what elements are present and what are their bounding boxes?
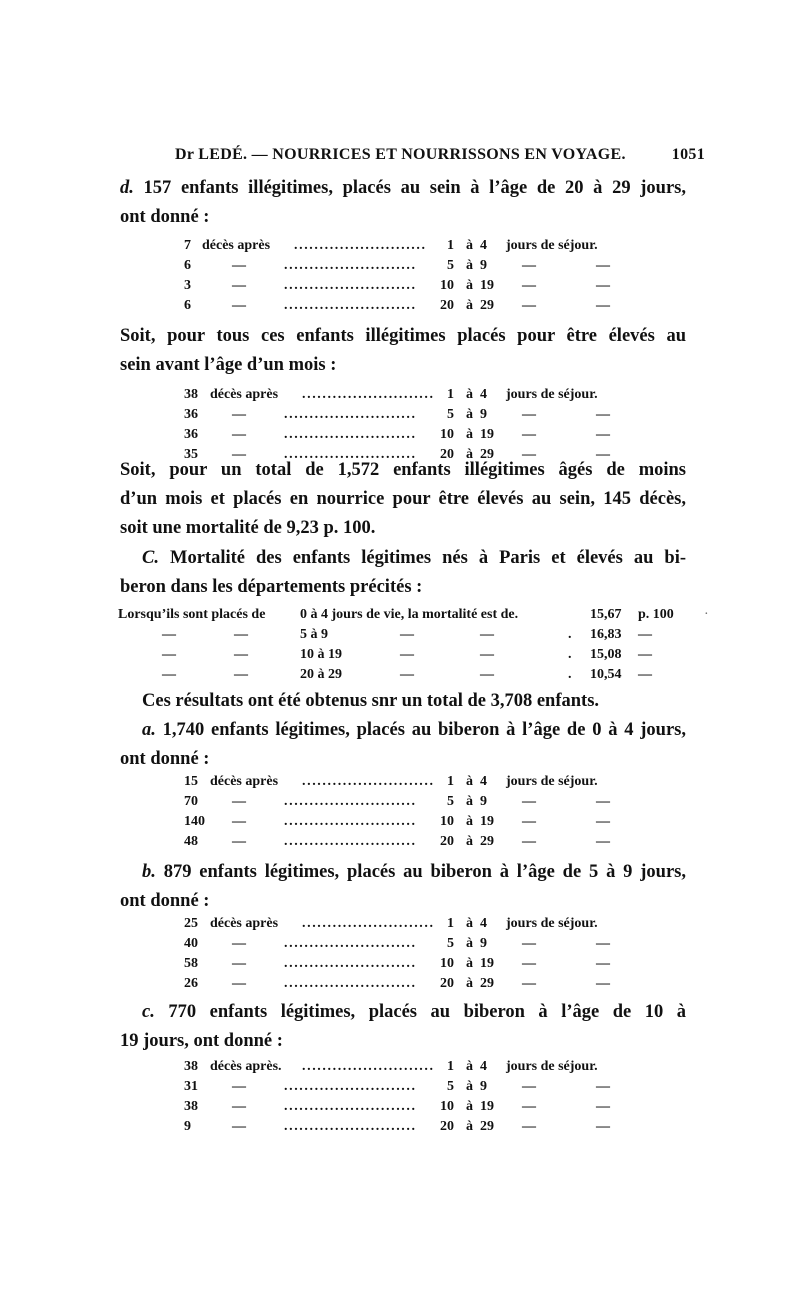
paragraph-line — [120, 858, 686, 887]
ditto-dash: — — [400, 627, 414, 642]
range-start: 5 — [447, 936, 454, 951]
ditto-dash: — — [522, 936, 536, 951]
deaths-after-label: décès après. — [210, 1059, 282, 1074]
age-range: 10 à 19 — [300, 647, 342, 662]
death-count: 25 — [184, 916, 198, 931]
range-end: 19 — [480, 278, 494, 293]
range-end: 29 — [480, 298, 494, 313]
range-sep: à — [466, 447, 473, 462]
death-count: 7 — [184, 238, 191, 253]
dot-leader: .......................... — [302, 774, 435, 789]
range-end: 4 — [480, 916, 487, 931]
range-sep: à — [466, 814, 473, 829]
ditto-dash: — — [480, 647, 494, 662]
death-count: 58 — [184, 956, 198, 971]
dot-leader: .......................... — [302, 916, 435, 931]
death-count: 6 — [184, 298, 191, 313]
range-start: 20 — [440, 447, 454, 462]
range-sep: à — [466, 976, 473, 991]
death-count: 38 — [184, 1099, 198, 1114]
ditto-dash: — — [232, 794, 246, 809]
ditto-dash: — — [234, 627, 248, 642]
deaths-after-label: décès après — [210, 774, 279, 789]
ditto-dash: — — [596, 834, 610, 849]
range-sep: à — [466, 794, 473, 809]
ditto-dash: — — [234, 647, 248, 662]
line-text: Mortalité des enfants légitimes nés à Paris et élevés au bi- — [158, 548, 686, 568]
ditto-dash: — — [162, 667, 176, 682]
ditto-dash: — — [162, 627, 176, 642]
paragraph-line: Soit, pour un total de 1,572 enfants illégitimes âgés de moins — [120, 460, 686, 480]
range-start: 1 — [447, 916, 454, 931]
leader-dot: . — [568, 627, 572, 642]
range-end: 9 — [480, 258, 487, 273]
range-start: 10 — [440, 814, 454, 829]
dot-leader: .......................... — [284, 447, 417, 462]
mortality-unit: — — [638, 667, 652, 682]
unit-label: jours de séjour. — [506, 774, 598, 789]
age-range: 20 à 29 — [300, 667, 342, 682]
running-header — [175, 146, 705, 170]
ditto-dash: — — [596, 976, 610, 991]
range-start: 20 — [440, 298, 454, 313]
death-count: 36 — [184, 407, 198, 422]
ditto-dash: — — [522, 407, 536, 422]
range-start: 20 — [440, 1119, 454, 1134]
death-count: 48 — [184, 834, 198, 849]
unit-label: jours de séjour. — [506, 1059, 598, 1074]
paragraph-line: d’un mois et placés en nourrice pour être élevés au sein, 145 décès, — [120, 489, 686, 509]
range-sep: à — [466, 1099, 473, 1114]
range-end: 4 — [480, 774, 487, 789]
range-start: 5 — [447, 407, 454, 422]
range-sep: à — [466, 407, 473, 422]
ditto-dash: — — [522, 1079, 536, 1094]
ditto-dash: — — [596, 794, 610, 809]
dot-leader: .......................... — [284, 258, 417, 273]
ditto-dash: — — [522, 1099, 536, 1114]
line-text: 157 enfants illégitimes, placés au sein à l’âge de 20 à 29 jours, — [133, 178, 686, 198]
paragraph-line: ont donné : — [120, 207, 210, 227]
row-lead: Lorsqu’ils sont placés de — [118, 607, 266, 622]
ditto-dash: — — [596, 447, 610, 462]
mortality-unit: p. 100 — [638, 607, 674, 622]
ditto-dash: — — [522, 976, 536, 991]
ditto-dash: — — [232, 814, 246, 829]
mortality-value: 16,83 — [590, 627, 622, 642]
paragraph-a — [120, 716, 686, 774]
range-end: 19 — [480, 427, 494, 442]
dot-leader: .......................... — [284, 936, 417, 951]
ditto-dash: — — [480, 667, 494, 682]
range-end: 19 — [480, 814, 494, 829]
ditto-dash: — — [522, 447, 536, 462]
ditto-dash: — — [162, 647, 176, 662]
ditto-dash: — — [400, 667, 414, 682]
range-start: 20 — [440, 834, 454, 849]
range-end: 9 — [480, 407, 487, 422]
section-letter: a. — [142, 720, 156, 740]
ditto-dash: — — [232, 258, 246, 273]
mortality-unit: — — [638, 627, 652, 642]
dot-leader: .......................... — [284, 1099, 417, 1114]
section-letter: d. — [120, 178, 134, 198]
ditto-dash: — — [522, 814, 536, 829]
range-end: 29 — [480, 1119, 494, 1134]
ditto-dash: — — [522, 794, 536, 809]
range-sep: à — [466, 427, 473, 442]
ditto-dash: — — [232, 447, 246, 462]
ditto-dash: — — [522, 834, 536, 849]
deaths-after-label: décès après — [210, 916, 279, 931]
deaths-after-label: décès après — [202, 238, 271, 253]
range-end: 4 — [480, 238, 487, 253]
ditto-dash: — — [232, 1119, 246, 1134]
paragraph-line — [120, 998, 686, 1027]
mortality-value: 15,08 — [590, 647, 622, 662]
ditto-dash: — — [522, 1119, 536, 1134]
range-end: 29 — [480, 447, 494, 462]
ditto-dash: — — [596, 258, 610, 273]
ditto-dash: — — [232, 1079, 246, 1094]
paragraph-line — [120, 174, 686, 203]
range-start: 1 — [447, 387, 454, 402]
ditto-dash: — — [232, 956, 246, 971]
unit-label: jours de séjour. — [506, 238, 598, 253]
range-sep: à — [466, 238, 473, 253]
death-count: 140 — [184, 814, 205, 829]
range-end: 9 — [480, 1079, 487, 1094]
paragraph-soit-1 — [120, 322, 686, 380]
dot-leader: .......................... — [284, 976, 417, 991]
death-count: 38 — [184, 1059, 198, 1074]
ditto-dash: — — [522, 258, 536, 273]
range-start: 10 — [440, 1099, 454, 1114]
paragraph-line: 19 jours, ont donné : — [120, 1031, 283, 1051]
range-sep: à — [466, 387, 473, 402]
age-range: 5 à 9 — [300, 627, 328, 642]
range-sep: à — [466, 1119, 473, 1134]
ditto-dash: — — [232, 936, 246, 951]
ditto-dash: — — [596, 956, 610, 971]
ditto-dash: — — [232, 427, 246, 442]
line-text: 1,740 enfants légitimes, placés au biberon à l’âge de 0 à 4 jours, — [155, 720, 686, 740]
ditto-dash: — — [522, 956, 536, 971]
ditto-dash: — — [522, 298, 536, 313]
death-count: 38 — [184, 387, 198, 402]
range-end: 29 — [480, 834, 494, 849]
range-start: 5 — [447, 1079, 454, 1094]
mortality-value: 15,67 — [590, 607, 622, 622]
paragraph-line: Ces résultats ont été obtenus snr un total de 3,708 enfants. — [142, 691, 600, 711]
paragraph-b — [120, 858, 686, 916]
range-end: 29 — [480, 976, 494, 991]
dot-leader: .......................... — [284, 1079, 417, 1094]
ditto-dash: — — [596, 1099, 610, 1114]
leader-dot: . — [568, 667, 572, 682]
ditto-dash: — — [232, 1099, 246, 1114]
dot-leader: .......................... — [284, 794, 417, 809]
paragraph-d — [120, 174, 686, 232]
ditto-dash: — — [232, 407, 246, 422]
death-count: 3 — [184, 278, 191, 293]
range-end: 4 — [480, 1059, 487, 1074]
ditto-dash: — — [522, 427, 536, 442]
paragraph-ces — [120, 687, 686, 716]
range-sep: à — [466, 258, 473, 273]
death-count: 15 — [184, 774, 198, 789]
deaths-after-label: décès après — [210, 387, 279, 402]
section-letter: b. — [142, 862, 156, 882]
section-letter: C. — [142, 548, 159, 568]
range-sep: à — [466, 278, 473, 293]
table-row — [118, 605, 708, 625]
age-range: 0 à 4 jours de vie, la mortalité est de. — [300, 607, 519, 622]
ditto-dash: — — [400, 647, 414, 662]
dot-leader: .......................... — [284, 834, 417, 849]
dot-leader: .......................... — [284, 814, 417, 829]
ditto-dash: — — [232, 278, 246, 293]
paragraph-line — [120, 716, 686, 745]
paragraph-line: sein avant l’âge d’un mois : — [120, 355, 337, 375]
dot-leader: .......................... — [284, 278, 417, 293]
header-title: Dr LEDÉ. — NOURRICES ET NOURRISSONS EN VOYAGE. — [175, 146, 626, 163]
mortality-value: 10,54 — [590, 667, 622, 682]
range-sep: à — [466, 916, 473, 931]
line-text: 879 enfants légitimes, placés au biberon à l’âge de 5 à 9 jours, — [155, 862, 686, 882]
table-row — [118, 665, 708, 685]
ditto-dash: — — [232, 976, 246, 991]
section-letter: c. — [142, 1002, 155, 1022]
death-count: 35 — [184, 447, 198, 462]
ditto-dash: — — [596, 1119, 610, 1134]
page-number: 1051 — [671, 146, 705, 163]
dot-leader: .......................... — [302, 1059, 435, 1074]
ditto-dash: — — [596, 936, 610, 951]
ditto-dash: — — [596, 1079, 610, 1094]
ditto-dash: — — [522, 278, 536, 293]
range-end: 9 — [480, 794, 487, 809]
table-row — [118, 645, 708, 665]
line-text: 770 enfants légitimes, placés au biberon à l’âge de 10 à — [154, 1002, 686, 1022]
ditto-dash: — — [596, 407, 610, 422]
range-end: 4 — [480, 387, 487, 402]
range-end: 19 — [480, 1099, 494, 1114]
dot-leader: .......................... — [284, 407, 417, 422]
paragraph-cc — [120, 998, 686, 1056]
paragraph-soit-2 — [120, 456, 686, 543]
range-sep: à — [466, 936, 473, 951]
range-sep: à — [466, 774, 473, 789]
range-sep: à — [466, 834, 473, 849]
dot-leader: .......................... — [284, 298, 417, 313]
range-sep: à — [466, 956, 473, 971]
range-start: 5 — [447, 794, 454, 809]
leader-dot: . — [568, 647, 572, 662]
ditto-dash: — — [234, 667, 248, 682]
range-sep: à — [466, 1079, 473, 1094]
ditto-dash: — — [596, 814, 610, 829]
ditto-dash: — — [232, 298, 246, 313]
range-start: 20 — [440, 976, 454, 991]
ditto-dash: — — [596, 278, 610, 293]
range-sep: à — [466, 1059, 473, 1074]
table-row — [118, 625, 708, 645]
dot-leader: .......................... — [294, 238, 427, 253]
paragraph-line: Soit, pour tous ces enfants illégitimes placés pour être élevés au — [120, 326, 686, 346]
dot-leader: .......................... — [284, 1119, 417, 1134]
range-start: 10 — [440, 956, 454, 971]
range-start: 1 — [447, 774, 454, 789]
mortality-unit: — — [638, 647, 652, 662]
paragraph-c — [120, 544, 686, 602]
range-end: 9 — [480, 936, 487, 951]
range-start: 10 — [440, 427, 454, 442]
paragraph-line: soit une mortalité de 9,23 p. 100. — [120, 518, 376, 538]
dot-leader: .......................... — [302, 387, 435, 402]
death-count: 36 — [184, 427, 198, 442]
death-count: 26 — [184, 976, 198, 991]
paragraph-line: ont donné : — [120, 891, 210, 911]
range-start: 10 — [440, 278, 454, 293]
paragraph-line: ont donné : — [120, 749, 210, 769]
death-count: 40 — [184, 936, 198, 951]
range-sep: à — [466, 298, 473, 313]
death-count: 9 — [184, 1119, 191, 1134]
range-start: 5 — [447, 258, 454, 273]
ditto-dash: — — [596, 427, 610, 442]
death-count: 31 — [184, 1079, 198, 1094]
death-count: 70 — [184, 794, 198, 809]
range-end: 19 — [480, 956, 494, 971]
death-count: 6 — [184, 258, 191, 273]
paragraph-line: beron dans les départements précités : — [120, 577, 423, 597]
paragraph-line — [120, 544, 686, 573]
range-start: 1 — [447, 1059, 454, 1074]
ditto-dash: — — [596, 298, 610, 313]
dot-leader: .......................... — [284, 956, 417, 971]
unit-label: jours de séjour. — [506, 916, 598, 931]
stray-mark: · — [704, 607, 709, 622]
mortality-table-c — [118, 605, 708, 685]
unit-label: jours de séjour. — [506, 387, 598, 402]
ditto-dash: — — [232, 834, 246, 849]
range-start: 1 — [447, 238, 454, 253]
dot-leader: .......................... — [284, 427, 417, 442]
ditto-dash: — — [480, 627, 494, 642]
